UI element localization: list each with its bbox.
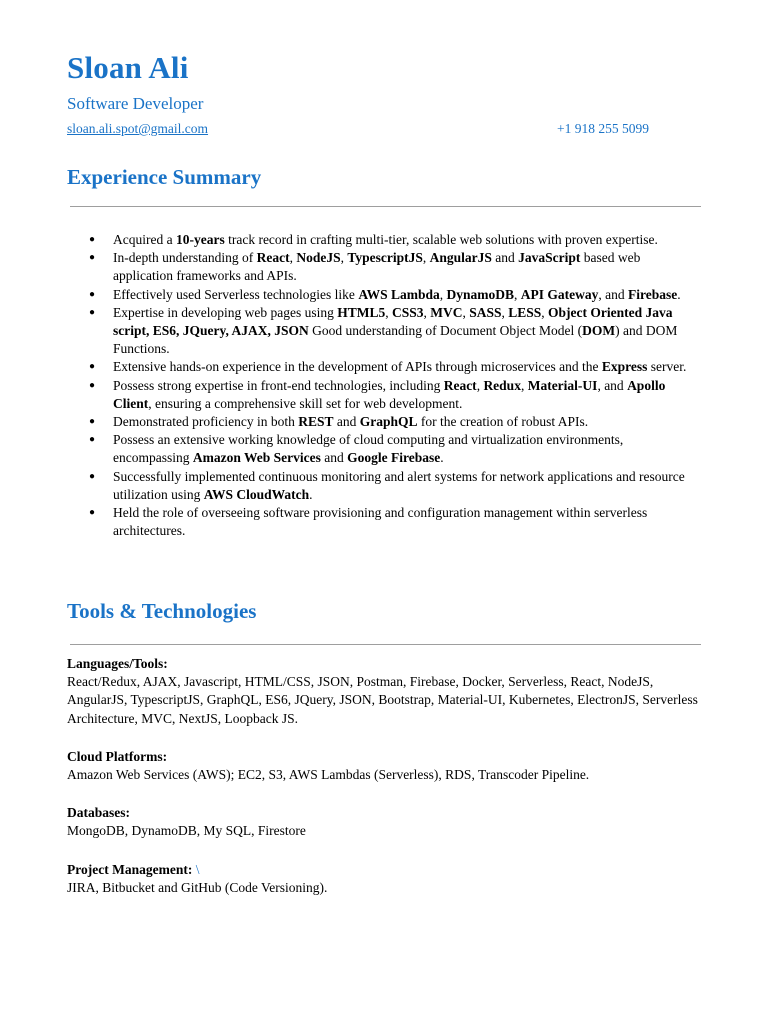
- tools-technologies-heading: Tools & Technologies: [67, 599, 257, 623]
- text-segment: track record in crafting multi-tier, scalable web solutions with proven expertise.: [224, 232, 658, 247]
- text-segment: and: [333, 414, 360, 430]
- tools-group-text: JIRA, Bitbucket and GitHub (Code Versioning).: [67, 879, 328, 895]
- summary-list-item: [67, 377, 701, 413]
- text-segment: ,: [422, 250, 430, 266]
- tools-group-label: [67, 748, 701, 766]
- contact-line: [67, 121, 701, 139]
- tools-group-text: React/Redux, AJAX, Javascript, HTML/CSS, JSON, Postman, Firebase, Docker, Serverless, React, NodeJS, AngularJS, TypescriptJS, GraphQL, ES6, JQuery, JSON, Bootstrap, Material-UI, Kubernetes, ElectronJS, Serverless Architecture, MVC, NextJS, Loopback JS.: [67, 674, 698, 726]
- text-segment: Demonstrated proficiency in both: [113, 414, 299, 430]
- text-segment: .: [677, 286, 681, 302]
- text-segment: based web application frameworks and APIs.: [113, 250, 641, 284]
- bold-keyword: Firebase: [627, 286, 678, 302]
- bold-keyword: HTML5: [337, 304, 386, 320]
- tools-group-label: [67, 861, 701, 879]
- text-segment: .: [309, 486, 313, 502]
- summary-list-item: [67, 231, 701, 249]
- text-segment: In-depth understanding of: [113, 250, 257, 266]
- tools-group-label: [67, 804, 701, 822]
- bold-keyword: DOM: [582, 323, 616, 339]
- bold-keyword: JavaScript: [518, 250, 581, 266]
- text-segment: , and: [597, 377, 628, 393]
- text-segment: Acquired a: [113, 232, 176, 247]
- bold-keyword: Redux: [483, 377, 521, 393]
- text-segment: .: [440, 450, 444, 466]
- bold-keyword: AWS Lambda: [358, 286, 440, 302]
- summary-list-item: [67, 286, 701, 304]
- text-segment: Possess strong expertise in front-end technologies, including: [113, 377, 444, 393]
- tools-group-text: Amazon Web Services (AWS); EC2, S3, AWS Lambdas (Serverless), RDS, Transcoder Pipeline.: [67, 767, 590, 783]
- bold-keyword: GraphQL: [359, 414, 418, 430]
- text-segment: Good understanding of Document Object Model (: [308, 323, 583, 339]
- email-link[interactable]: sloan.ali.spot@gmail.com: [67, 121, 209, 136]
- text-segment: , and: [598, 286, 628, 302]
- text-segment: ,: [340, 250, 348, 266]
- experience-summary-list: [67, 231, 701, 540]
- text-segment: ,: [476, 377, 484, 393]
- bold-keyword: 10-years: [175, 232, 225, 247]
- bold-keyword: NodeJS: [296, 250, 341, 266]
- candidate-name: Sloan Ali: [67, 50, 189, 85]
- text-segment: Held the role of overseeing software provisioning and configuration management within serverless architectures.: [113, 505, 648, 539]
- text-segment: and: [491, 250, 519, 266]
- text-segment: ,: [513, 286, 521, 302]
- text-segment: and: [320, 450, 348, 466]
- bold-keyword: Object Oriented Java script, ES6, JQuery, AJAX, JSON: [113, 304, 673, 339]
- text-segment: , ensuring a comprehensive skill set for web development.: [148, 395, 463, 411]
- bold-keyword: REST: [298, 414, 334, 430]
- bold-keyword: SASS: [469, 304, 502, 320]
- bold-keyword: CSS3: [391, 304, 424, 320]
- bold-keyword: React: [256, 250, 290, 266]
- text-segment: ,: [439, 286, 447, 302]
- summary-list-item: [67, 431, 701, 467]
- tools-technologies-list: [67, 655, 701, 917]
- tools-group-label-text: Cloud Platforms:: [67, 748, 168, 764]
- summary-list-item: [67, 413, 701, 431]
- text-segment: Possess an extensive working knowledge of cloud computing and virtualization environments, encompassing: [113, 432, 624, 466]
- summary-list-item: [67, 304, 701, 359]
- text-segment: for the creation of robust APIs.: [417, 414, 589, 430]
- tools-group-label-text: Languages/Tools:: [67, 656, 168, 671]
- bold-keyword: AngularJS: [429, 250, 492, 266]
- text-segment: ) and DOM Functions.: [113, 323, 678, 357]
- text-segment: ,: [501, 304, 509, 320]
- tools-group-label-text: Databases:: [67, 805, 130, 821]
- text-segment: ,: [289, 250, 297, 266]
- tools-group: [67, 861, 701, 897]
- summary-list-item: [67, 358, 701, 376]
- summary-list-item: [67, 504, 701, 540]
- tools-group: [67, 748, 701, 784]
- text-segment: ,: [423, 304, 431, 320]
- bold-keyword: LESS: [508, 304, 542, 320]
- section-divider: [70, 644, 701, 645]
- tools-group-label-text: Project Management:: [67, 861, 196, 877]
- job-title: Software Developer: [67, 94, 204, 113]
- summary-list-item: [67, 468, 701, 504]
- section-divider: [70, 206, 701, 207]
- text-segment: ,: [462, 304, 470, 320]
- bold-keyword: Google Firebase: [347, 450, 441, 466]
- bold-keyword: TypescriptJS: [347, 250, 423, 266]
- bold-keyword: MVC: [430, 304, 463, 320]
- text-segment: Effectively used Serverless technologies like: [113, 286, 359, 302]
- bold-keyword: DynamoDB: [446, 286, 514, 302]
- text-segment: ,: [520, 377, 528, 393]
- summary-list-item: [67, 249, 701, 285]
- text-segment: Successfully implemented continuous monitoring and alert systems for network applications and resource utilization using: [113, 468, 685, 502]
- bold-keyword: Express: [601, 359, 648, 375]
- text-segment: ,: [541, 304, 549, 320]
- tools-group-label: [67, 655, 701, 673]
- bold-keyword: Apollo Client: [113, 377, 666, 411]
- bold-keyword: React: [443, 377, 477, 393]
- label-suffix-mark: \: [195, 861, 200, 877]
- experience-summary-heading: Experience Summary: [67, 165, 262, 189]
- bold-keyword: Amazon Web Services: [192, 450, 321, 466]
- phone-number: +1 918 255 5099: [557, 121, 649, 136]
- text-segment: server.: [647, 359, 687, 375]
- text-segment: ,: [385, 304, 392, 320]
- bold-keyword: Material-UI: [527, 377, 598, 393]
- bold-keyword: AWS CloudWatch: [203, 486, 310, 502]
- text-segment: Extensive hands-on experience in the development of APIs through microservices and the: [113, 359, 602, 375]
- bold-keyword: API Gateway: [520, 286, 599, 302]
- tools-group: [67, 804, 701, 840]
- tools-group: [67, 655, 701, 728]
- text-segment: Expertise in developing web pages using: [113, 304, 338, 320]
- tools-group-text: MongoDB, DynamoDB, My SQL, Firestore: [67, 823, 306, 839]
